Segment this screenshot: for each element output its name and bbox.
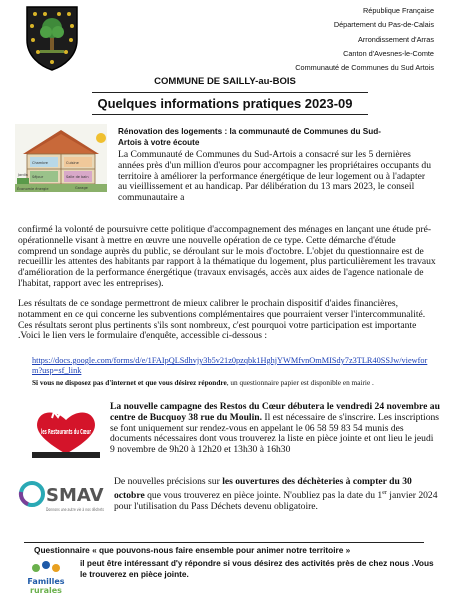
- smav-text-1: De nouvelles précisions sur: [114, 476, 223, 487]
- familles-rurales-logo: [22, 560, 70, 596]
- renovation-paragraph: Les résultats de ce sondage permettront de mieux calibrer le prochain dispositif d'aides financières, notamment en ce qui concerne les subventions complémentaires que pourraient verser l'intercommunalité. Ces résultats seront plus pertinents s'ils sont nombreux, c'est pourquoi votre participation est importante .Voici le lien vers le formulaire d'enquête, accessible ci-dessous :: [18, 298, 426, 342]
- restos-rest: Il est nécessaire de s'inscrire. Les inscriptions se font uniquement sur rendez-vous en appelant le 06 58 59 83 54 munis des documents nécessaires dont vous trouverez la liste en pièce jointe et ont lieu le jeudi 9 novembre de 9h20 à 12h20 et 13h30 à 16h30: [110, 411, 440, 456]
- familles-logo-line2: rurales: [30, 586, 62, 595]
- restos-bold: La nouvelle campagne des Restos du Cœur débutera le vendredi 24 novembre au centre de Bucquoy 38 rue du Moulin.: [110, 401, 440, 423]
- smav-logo-sub: Donnons une autre vie à nos déchets: [46, 507, 104, 512]
- illustration-label: Salle de bain: [66, 175, 89, 179]
- page-title: Quelques informations pratiques 2023-09: [97, 96, 353, 111]
- admin-line: Arrondissement d'Arras: [357, 34, 434, 44]
- smav-logo-name: SMAV: [46, 485, 104, 506]
- renovation-paragraph: La Communauté de Communes du Sud-Artois a consacré sur les 5 dernières années près d'un million d'euros pour accompagner les propriétaires occupants du territoire à améliorer la performance énergétique de leur logement ou à l'adapter au vieillissement et au handicap. Par délibération du 13 mars 2023, le conseil communautaire a: [118, 149, 432, 204]
- illustration-label: Économie énergie: [17, 187, 49, 191]
- smav-text-2: que vous trouverez en pièce jointe. N'oubliez pas la date du 1: [144, 489, 383, 501]
- familles-logo-line1: Familles: [27, 577, 65, 586]
- renovation-title: Rénovation des logements : la communauté de Communes du Sud-: [118, 127, 381, 136]
- illustration-label: Chambre: [32, 161, 48, 165]
- paper-note-rest: , un questionnaire papier est disponible en mairie .: [226, 378, 374, 387]
- commune-name: COMMUNE DE SAILLY-au-BOIS: [154, 76, 296, 87]
- house-renovation-illustration: [15, 124, 107, 192]
- divider: [92, 114, 368, 115]
- coat-of-arms-icon: [24, 4, 80, 72]
- smav-text-3: janvier 2024 pour l'utilisation du Pass Déchets devenu obligatoire.: [114, 489, 438, 512]
- paper-note-bold: Si vous ne disposez pas d'internet et que vous désirez répondre: [32, 378, 227, 387]
- illustration-label: Cuisine: [66, 161, 79, 165]
- smav-text-bold: les ouvertures des déchèteries à compter du 30 octobre: [114, 476, 412, 501]
- admin-line: Canton d'Avesnes-le-Comte: [343, 48, 434, 58]
- admin-line: République Française: [363, 6, 434, 15]
- illustration-label: Garage: [75, 186, 88, 190]
- smav-paragraph: [114, 477, 439, 513]
- smav-sup: er: [382, 489, 387, 496]
- illustration-label: Jardin: [18, 173, 28, 177]
- paper-questionnaire-note: [32, 378, 436, 388]
- restos-logo-text: les Restaurants du Cœur: [41, 428, 92, 436]
- survey-link[interactable]: https://docs.google.com/forms/d/e/1FAIpQLSdhvjy3b5v21z0pzqbk1HghjYWMfvnOmMISdy7z3TLR40SSJw/viewform?usp=sf_link: [32, 356, 428, 375]
- admin-line: Département du Pas-de-Calais: [333, 20, 434, 30]
- renovation-paragraph: confirmé la volonté de poursuivre cette politique d'accompagnement des ménages en lançant une étude pré-opérationnelle visant à mettre en œuvre une nouvelle opération de ce type. Cette démarche d'étude comprend un sondage auprès du public, se déroulant sur le mois d'octobre. L'objet du questionnaire est de recueillir les attentes des habitants par rapport à la thématique du logement, plus particulièrement les travaux d'amélioration de la performance énergétique (travaux envisagés, accès aux aides de l'agence nationale de l'habitat, rapport avec les entreprises).: [18, 224, 436, 289]
- admin-line: Communauté de Communes du Sud Artois: [295, 63, 434, 73]
- questionnaire-text: il peut être intéressant d'y répondre si vous désirez des activités près de chez nous .Vous le trouverez en pièce jointe.: [80, 558, 434, 579]
- smav-logo: [18, 478, 108, 520]
- divider: [24, 542, 424, 543]
- restos-du-coeur-logo: [28, 400, 104, 460]
- illustration-label: Séjour: [32, 175, 44, 179]
- divider: [92, 92, 368, 93]
- restos-paragraph: [110, 402, 440, 456]
- administrative-header: [295, 4, 434, 75]
- renovation-title-2: Artois à votre écoute: [118, 138, 200, 147]
- questionnaire-title: Questionnaire « que pouvons-nous faire ensemble pour animer notre territoire »: [34, 545, 351, 555]
